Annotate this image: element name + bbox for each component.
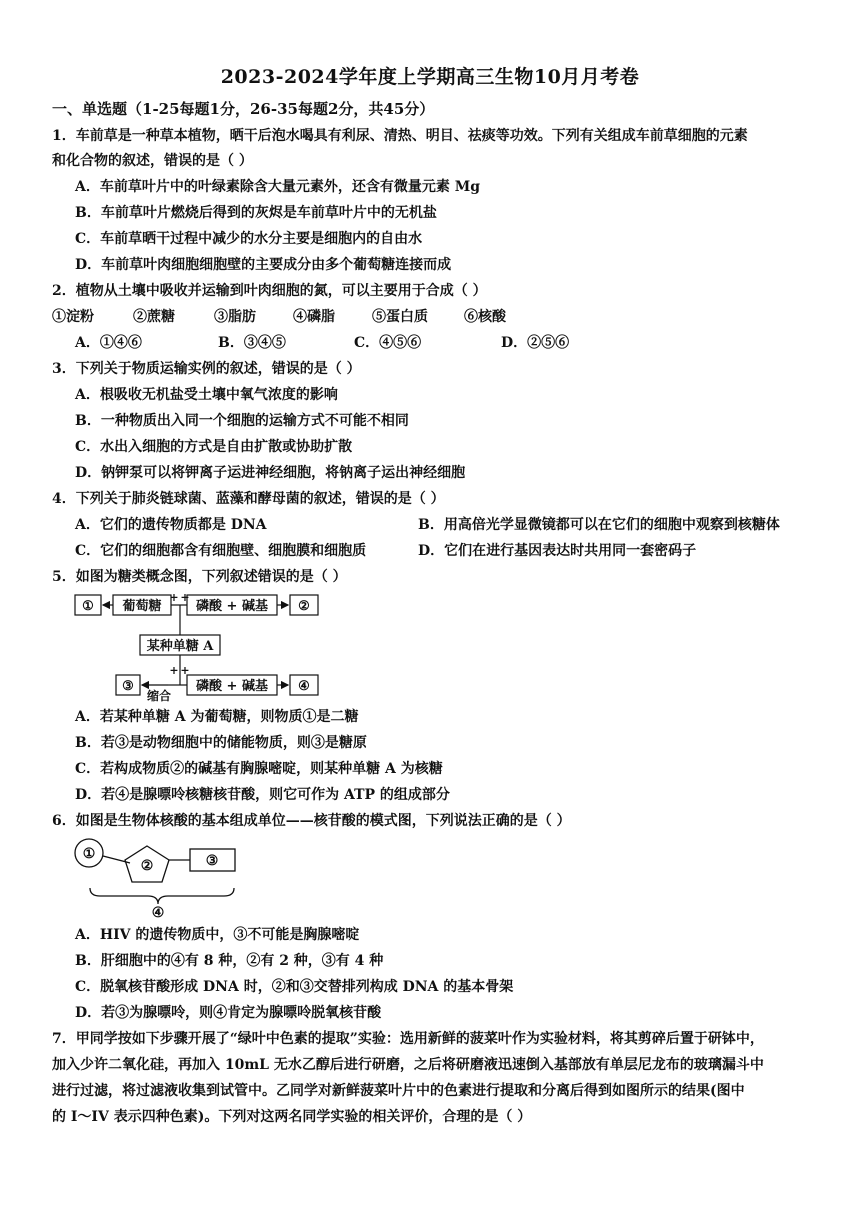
question-1-option-d: D．车前草叶肉细胞细胞壁的主要成分由多个葡萄糖连接而成 [75,257,452,273]
nucleotide-label-4: ④ [151,905,165,918]
question-3-option-b: B．一种物质出入同一个细胞的运输方式不可能不相同 [75,413,409,429]
question-6-option-a: A．HIV 的遗传物质中，③不可能是胸腺嘧啶 [75,927,360,943]
diagram-plus-1: + [169,591,179,604]
nucleotide-label-2: ② [140,858,154,874]
question-2-option-b: B．③④⑤ [218,335,286,351]
question-2-option-d: D．②⑤⑥ [501,335,570,351]
question-2-item-2: ②蔗糖 [133,309,175,325]
question-2-option-a: A．①④⑥ [75,335,142,351]
diagram-label-phosphate-base-2: 磷酸 + 碱基 [196,679,268,694]
question-4-stem: 4．下列关于肺炎链球菌、蓝藻和酵母菌的叙述，错误的是（ ） [52,491,445,507]
question-2-item-1: ①淀粉 [52,309,94,325]
diagram-plus-3: + [169,664,179,677]
question-6-stem: 6．如图是生物体核酸的基本组成单位——核苷酸的模式图，下列说法正确的是（ ） [52,813,571,829]
question-3-option-c: C．水出入细胞的方式是自由扩散或协助扩散 [75,439,353,455]
question-5-option-a: A．若某种单糖 A 为葡萄糖，则物质①是二糖 [75,709,359,725]
question-5-option-c: C．若构成物质②的碱基有胸腺嘧啶，则某种单糖 A 为核糖 [75,761,443,777]
question-2-item-5: ⑤蛋白质 [372,309,428,325]
diagram-label-2: ② [298,599,310,614]
question-1-option-a: A．车前草叶片中的叶绿素除含大量元素外，还含有微量元素 Mg [75,179,481,195]
diagram-label-3: ③ [122,679,134,694]
question-3-option-a: A．根吸收无机盐受土壤中氧气浓度的影响 [75,387,338,403]
nucleotide-diagram [72,836,247,918]
sugar-concept-diagram [70,590,330,702]
question-5-stem: 5．如图为糖类概念图，下列叙述错误的是（ ） [52,569,347,585]
diagram-label-4: ④ [298,679,310,694]
diagram-label-glucose: 葡萄糖 [122,599,162,614]
question-6-option-b: B．肝细胞中的④有 8 种，②有 2 种，③有 4 种 [75,953,384,969]
question-2-stem: 2．植物从土壤中吸收并运输到叶肉细胞的氮，可以主要用于合成（ ） [52,283,487,299]
question-3-option-d: D．钠钾泵可以将钾离子运进神经细胞，将钠离子运出神经细胞 [75,465,466,481]
diagram-plus-4: + [180,664,190,677]
nucleotide-label-1: ① [82,846,96,862]
question-4-option-c: C．它们的细胞都含有细胞壁、细胞膜和细胞质 [75,543,367,559]
diagram-label-phosphate-base-1: 磷酸 + 碱基 [196,599,268,614]
question-1-stem-line1: 1．车前草是一种草本植物，晒干后泡水喝具有利尿、清热、明目、祛痰等功效。下列有关组成车前草细胞的元素 [52,128,748,144]
diagram-label-1: ① [82,599,94,614]
question-2-item-4: ④磷脂 [293,309,335,325]
question-2-item-6: ⑥核酸 [464,309,506,325]
diagram-label-condense: 缩合 [146,689,172,702]
question-5-option-d: D．若④是腺嘌呤核糖核苷酸，则它可作为 ATP 的组成部分 [75,787,450,803]
question-4-option-d: D．它们在进行基因表达时共用同一套密码子 [418,543,697,559]
question-2-option-c: C．④⑤⑥ [354,335,422,351]
nucleotide-brace [90,888,234,904]
question-3-stem: 3．下列关于物质运输实例的叙述，错误的是（ ） [52,361,361,377]
diagram-label-monosaccharide: 某种单糖 A [146,639,214,654]
question-1-option-c: C．车前草晒干过程中减少的水分主要是细胞内的自由水 [75,231,423,247]
question-2-item-3: ③脂肪 [214,309,256,325]
question-7-line1: 7．甲同学按如下步骤开展了“绿叶中色素的提取”实验：选用新鲜的菠菜叶作为实验材料，将其剪碎后置于研钵中， [52,1031,764,1047]
question-7-line4: 的 I～IV 表示四种色素)。下列对这两名同学实验的相关评价，合理的是（ ） [52,1109,532,1125]
question-1-stem-line2: 和化合物的叙述，错误的是（ ） [52,153,253,169]
question-5-option-b: B．若③是动物细胞中的储能物质，则③是糖原 [75,735,367,751]
question-6-option-c: C．脱氧核苷酸形成 DNA 时，②和③交替排列构成 DNA 的基本骨架 [75,979,514,995]
question-1-option-b: B．车前草叶片燃烧后得到的灰烬是车前草叶片中的无机盐 [75,205,437,221]
section-heading: 一、单选题（1-25每题1分，26-35每题2分，共45分） [52,100,435,118]
diagram-plus-2: + [180,591,190,604]
question-4-option-a: A．它们的遗传物质都是 DNA [75,517,267,533]
page-title: 2023-2024学年度上学期高三生物10月月考卷 [220,66,640,88]
question-4-option-b: B．用高倍光学显微镜都可以在它们的细胞中观察到核糖体 [418,517,780,533]
nucleotide-label-3: ③ [205,853,219,869]
question-7-line2: 加入少许二氧化硅，再加入 10mL 无水乙醇后进行研磨，之后将研磨液迅速倒入基部放有单层尼龙布的玻璃漏斗中 [52,1057,764,1073]
question-6-option-d: D．若③为腺嘌呤，则④肯定为腺嘌呤脱氧核苷酸 [75,1005,382,1021]
question-7-line3: 进行过滤，将过滤液收集到试管中。乙同学对新鲜菠菜叶片中的色素进行提取和分离后得到如图所示的结果(图中 [52,1083,745,1099]
